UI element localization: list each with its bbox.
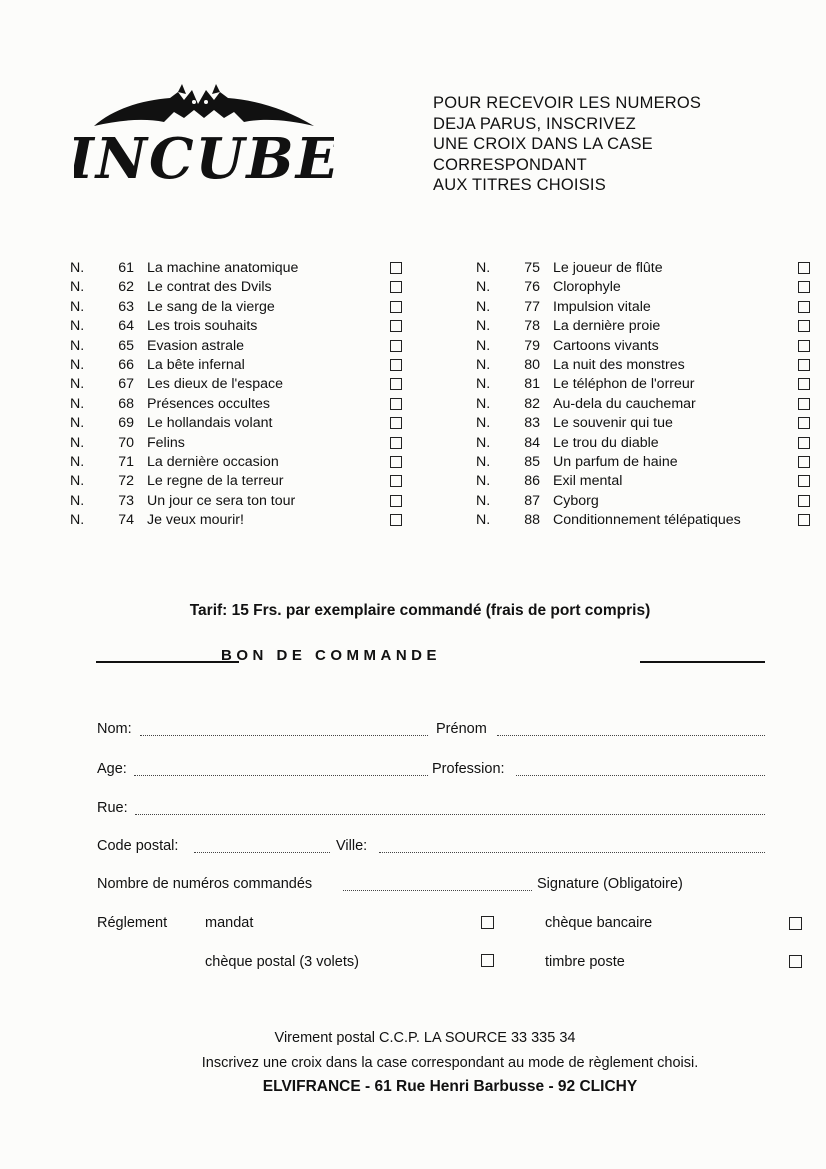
issue-row [70, 472, 410, 491]
issue-checkbox[interactable] [390, 281, 402, 293]
issue-checkbox[interactable] [390, 417, 402, 429]
issue-checkbox[interactable] [390, 320, 402, 332]
issue-prefix: N. [476, 318, 491, 335]
issue-number: 83 [524, 415, 540, 432]
code-postal-label: Code postal: [97, 838, 179, 854]
issue-checkbox[interactable] [798, 320, 810, 332]
issue-prefix: N. [476, 473, 491, 490]
issue-row [70, 434, 410, 453]
issue-prefix: N. [70, 395, 85, 412]
issue-number: 70 [118, 434, 134, 451]
age-label: Age: [97, 761, 127, 777]
issue-number: 68 [118, 395, 134, 412]
issue-title: Le téléphon de l'orreur [553, 376, 695, 393]
nombre-label: Nombre de numéros commandés [97, 876, 313, 892]
issue-checkbox[interactable] [798, 398, 810, 410]
issue-title: Présences occultes [147, 395, 271, 412]
issue-prefix: N. [476, 376, 491, 393]
intro-line: UNE CROIX DANS LA CASE [433, 135, 653, 153]
intro-text [433, 93, 701, 196]
issue-number: 69 [118, 415, 134, 432]
issue-row [476, 453, 816, 472]
issue-row [476, 472, 816, 491]
issue-title: Les trois souhaits [147, 318, 258, 335]
issue-row [476, 298, 816, 317]
issue-row [70, 259, 410, 278]
intro-line: CORRESPONDANT [433, 155, 587, 174]
issue-number: 61 [118, 260, 134, 276]
timbre-poste-checkbox[interactable] [789, 955, 802, 968]
ville-field[interactable] [379, 852, 765, 853]
issue-checkbox[interactable] [798, 340, 810, 352]
issue-number: 81 [524, 376, 540, 393]
issue-checkbox[interactable] [390, 475, 402, 487]
issue-row [476, 356, 816, 375]
issue-prefix: N. [476, 434, 491, 451]
issue-prefix: N. [70, 318, 85, 335]
issue-title: La bête infernal [147, 356, 245, 373]
issue-checkbox[interactable] [390, 495, 402, 507]
issue-number: 84 [524, 434, 540, 451]
issue-row [476, 337, 816, 356]
issue-title: Clorophyle [553, 279, 621, 296]
issue-row [70, 414, 410, 433]
issue-row [70, 356, 410, 375]
issue-prefix: N. [70, 512, 85, 529]
issue-number: 80 [524, 356, 540, 373]
issue-number: 75 [524, 260, 540, 276]
reglement-label: Réglement [97, 915, 168, 931]
issue-checkbox[interactable] [390, 262, 402, 274]
issue-checkbox[interactable] [390, 301, 402, 313]
divider-right [640, 661, 765, 663]
issue-row [70, 375, 410, 394]
issue-checkbox[interactable] [798, 437, 810, 449]
cheque-postal-label: chèque postal (3 volets) [205, 954, 359, 970]
issue-row [70, 278, 410, 297]
issue-checkbox[interactable] [390, 359, 402, 371]
issue-prefix: N. [70, 260, 85, 276]
issue-prefix: N. [70, 415, 85, 432]
issue-row [476, 317, 816, 336]
issue-title: Un parfum de haine [553, 453, 678, 470]
issue-number: 71 [118, 453, 134, 470]
cheque-postal-checkbox[interactable] [481, 954, 494, 967]
cheque-bancaire-label: chèque bancaire [545, 915, 653, 931]
issue-number: 86 [524, 473, 540, 490]
issues-list-left [70, 259, 410, 530]
incube-logo [74, 78, 334, 193]
issue-prefix: N. [70, 473, 85, 490]
issue-checkbox[interactable] [798, 495, 810, 507]
instruction-text: Inscrivez une croix dans la case correspondant au mode de règlement choisi. [201, 1055, 699, 1071]
issue-row [70, 395, 410, 414]
issue-row [70, 337, 410, 356]
issue-checkbox[interactable] [798, 281, 810, 293]
intro-line: AUX TITRES CHOISIS [433, 176, 606, 194]
issue-title: Le joueur de flûte [553, 260, 663, 276]
issue-row [70, 453, 410, 472]
issue-number: 73 [118, 492, 134, 509]
issue-row [476, 434, 816, 453]
issue-title: La dernière occasion [147, 453, 279, 470]
issue-checkbox[interactable] [390, 398, 402, 410]
issue-title: Au-dela du cauchemar [553, 395, 696, 412]
issue-row [70, 492, 410, 511]
nombre-field[interactable] [343, 890, 532, 891]
issue-number: 76 [524, 279, 540, 296]
issue-number: 78 [524, 318, 540, 335]
issue-number: 65 [118, 337, 134, 354]
ville-label: Ville: [336, 838, 368, 854]
timbre-poste-label: timbre poste [545, 954, 625, 970]
issue-title: La machine anatomique [147, 260, 299, 276]
cheque-bancaire-checkbox[interactable] [789, 917, 802, 930]
issue-prefix: N. [70, 298, 85, 315]
issue-title: Le contrat des Dvils [147, 279, 272, 296]
publisher-address: ELVIFRANCE - 61 Rue Henri Barbusse - 92 CLICHY [262, 1078, 638, 1095]
issue-title: Felins [147, 434, 185, 451]
issue-title: Cyborg [553, 492, 599, 509]
issue-prefix: N. [476, 512, 491, 529]
issue-number: 87 [524, 492, 540, 509]
issue-checkbox[interactable] [390, 378, 402, 390]
issue-title: Conditionnement télépatiques [553, 512, 741, 529]
mandat-label: mandat [205, 915, 254, 931]
issue-checkbox[interactable] [390, 437, 402, 449]
issue-row [476, 511, 816, 530]
issue-checkbox[interactable] [798, 475, 810, 487]
issue-number: 77 [524, 298, 540, 315]
issue-checkbox[interactable] [798, 456, 810, 468]
issue-row [70, 298, 410, 317]
issue-prefix: N. [476, 356, 491, 373]
mandat-checkbox[interactable] [481, 916, 494, 929]
issue-title: Le trou du diable [553, 434, 659, 451]
nom-field[interactable] [140, 735, 428, 736]
issue-number: 67 [118, 376, 134, 393]
issue-title: Les dieux de l'espace [147, 376, 284, 393]
issue-prefix: N. [476, 260, 491, 276]
issue-checkbox[interactable] [798, 514, 810, 526]
issue-checkbox[interactable] [798, 378, 810, 390]
nom-label: Nom: [97, 721, 132, 737]
issue-prefix: N. [70, 453, 85, 470]
issue-row [476, 278, 816, 297]
bat-logo-icon [74, 78, 334, 193]
issue-number: 64 [118, 318, 134, 335]
issue-title: La nuit des monstres [553, 356, 685, 373]
issue-checkbox[interactable] [390, 456, 402, 468]
issue-prefix: N. [476, 337, 491, 354]
issue-prefix: N. [476, 453, 491, 470]
issue-number: 79 [524, 337, 540, 354]
issue-title: Le souvenir qui tue [553, 415, 673, 432]
order-form-title: BON DE COMMANDE [221, 647, 441, 664]
issue-checkbox[interactable] [798, 262, 810, 274]
issue-prefix: N. [70, 279, 85, 296]
issue-title: La dernière proie [553, 318, 661, 335]
issue-title: Un jour ce sera ton tour [147, 492, 296, 509]
issue-title: Le regne de la terreur [147, 473, 284, 490]
issue-prefix: N. [70, 337, 85, 354]
issue-row [476, 375, 816, 394]
issue-title: Le hollandais volant [147, 415, 273, 432]
issue-prefix: N. [70, 434, 85, 451]
prenom-field[interactable] [497, 735, 765, 736]
issue-number: 85 [524, 453, 540, 470]
issue-number: 88 [524, 512, 540, 529]
issue-number: 63 [118, 298, 134, 315]
tarif-text: Tarif: 15 Frs. par exemplaire commandé (frais de port compris) [189, 602, 651, 619]
rue-field[interactable] [135, 814, 765, 815]
issue-title: Evasion astrale [147, 337, 244, 354]
issue-number: 74 [118, 512, 134, 529]
issue-row [476, 259, 816, 278]
issue-row [476, 414, 816, 433]
issue-title: Le sang de la vierge [147, 298, 275, 315]
issue-title: Cartoons vivants [553, 337, 659, 354]
profession-label: Profession: [432, 761, 505, 777]
issue-title: Impulsion vitale [553, 298, 651, 315]
issue-number: 62 [118, 279, 134, 296]
issue-row [476, 492, 816, 511]
signature-label: Signature (Obligatoire) [537, 876, 683, 892]
issue-row [476, 395, 816, 414]
intro-line: DEJA PARUS, INSCRIVEZ [433, 114, 636, 133]
issue-number: 82 [524, 395, 540, 412]
issue-prefix: N. [70, 356, 85, 373]
issue-title: Je veux mourir! [147, 512, 244, 529]
issue-prefix: N. [476, 395, 491, 412]
profession-field[interactable] [516, 775, 765, 776]
prenom-label: Prénom [436, 721, 487, 737]
issue-prefix: N. [476, 298, 491, 315]
issue-checkbox[interactable] [390, 340, 402, 352]
rue-label: Rue: [97, 800, 128, 816]
issue-checkbox[interactable] [390, 514, 402, 526]
svg-text:INCUBE: INCUBE [74, 126, 334, 192]
issue-checkbox[interactable] [798, 417, 810, 429]
issue-title: Exil mental [553, 473, 623, 490]
intro-line: POUR RECEVOIR LES NUMEROS [433, 94, 702, 112]
issue-prefix: N. [476, 492, 491, 509]
issue-row [70, 511, 410, 530]
code-postal-field[interactable] [194, 852, 330, 853]
issue-checkbox[interactable] [798, 301, 810, 313]
issue-prefix: N. [70, 492, 85, 509]
issue-row [70, 317, 410, 336]
age-field[interactable] [134, 775, 428, 776]
issue-prefix: N. [70, 376, 85, 393]
issue-prefix: N. [476, 415, 491, 432]
issue-prefix: N. [476, 279, 491, 296]
issue-number: 72 [118, 473, 134, 490]
issue-number: 66 [118, 356, 134, 373]
issues-list-right [476, 259, 816, 530]
virement-text: Virement postal C.C.P. LA SOURCE 33 335 34 [274, 1030, 576, 1046]
issue-checkbox[interactable] [798, 359, 810, 371]
